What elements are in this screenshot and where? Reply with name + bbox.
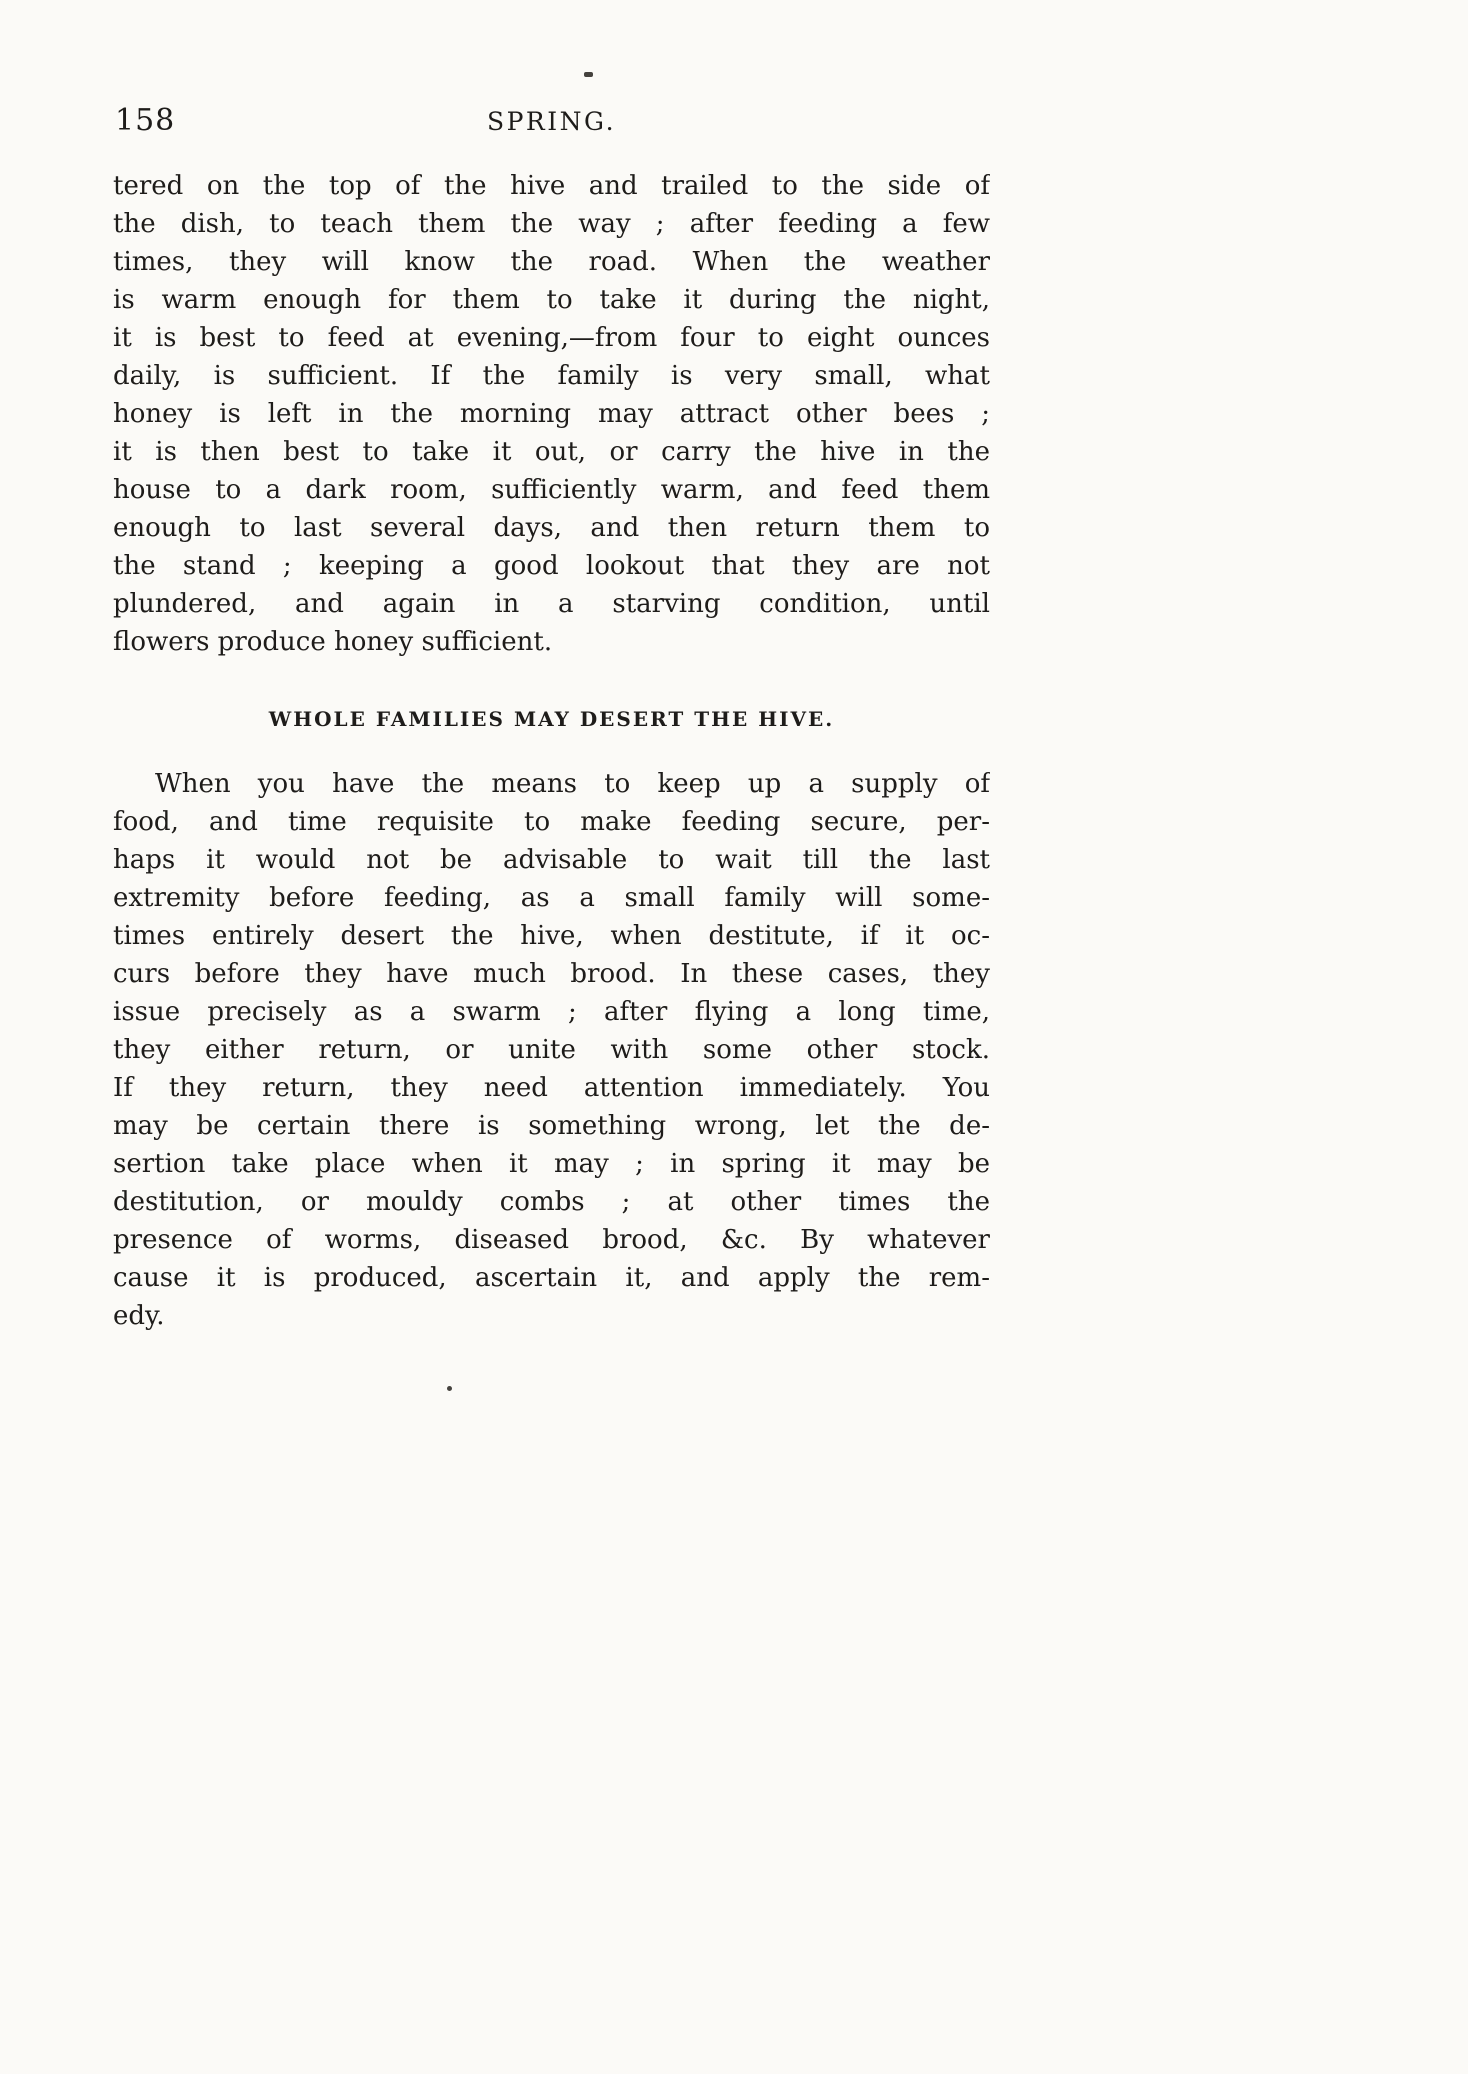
page-header (113, 103, 990, 145)
running-title: SPRING. (486, 107, 617, 136)
text-line: When you have the means to keep up a supply of (155, 769, 990, 799)
text-line: presence of worms, diseased brood, &c. By whatever (113, 1225, 990, 1255)
text-line: extremity before feeding, as a small family will some- (113, 883, 990, 913)
text-line: plundered, and again in a starving condition, until (113, 589, 990, 619)
text-column (113, 103, 990, 1335)
text-line: curs before they have much brood. In these cases, they (113, 959, 990, 989)
text-line: enough to last several days, and then return them to (113, 513, 990, 543)
text-line: it is best to feed at evening,—from four to eight ounces (113, 323, 990, 353)
text-line: daily, is sufficient. If the family is very small, what (113, 361, 990, 391)
text-line: sertion take place when it may ; in spring it may be (113, 1149, 990, 1179)
text-line: the stand ; keeping a good lookout that they are not (113, 551, 990, 581)
text-line: house to a dark room, sufficiently warm, and feed them (113, 475, 990, 505)
text-line: may be certain there is something wrong, let the de- (113, 1111, 990, 1141)
paragraph-desertion (113, 765, 990, 1335)
text-line: edy. (113, 1301, 165, 1331)
text-line: haps it would not be advisable to wait till the last (113, 845, 990, 875)
text-line: it is then best to take it out, or carry the hive in the (113, 437, 990, 467)
scan-speck (447, 1386, 452, 1391)
paragraph-feeding-continued (113, 167, 990, 661)
text-line: food, and time requisite to make feeding secure, per- (113, 807, 990, 837)
text-line: they either return, or unite with some other stock. (113, 1035, 990, 1065)
text-line: cause it is produced, ascertain it, and apply the rem- (113, 1263, 990, 1293)
text-line: flowers produce honey sufficient. (113, 627, 553, 657)
text-line: tered on the top of the hive and trailed to the side of (113, 171, 990, 201)
text-line: honey is left in the morning may attract other bees ; (113, 399, 990, 429)
text-line: issue precisely as a swarm ; after flying a long time, (113, 997, 990, 1027)
page-number: 158 (115, 103, 176, 138)
text-line: destitution, or mouldy combs ; at other times the (113, 1187, 990, 1217)
text-line: If they return, they need attention immediately. You (113, 1073, 990, 1103)
section-heading: WHOLE FAMILIES MAY DESERT THE HIVE. (268, 707, 835, 731)
text-line: times, they will know the road. When the weather (113, 247, 990, 277)
text-line: the dish, to teach them the way ; after feeding a few (113, 209, 990, 239)
text-line: times entirely desert the hive, when destitute, if it oc- (113, 921, 990, 951)
scan-speck (584, 72, 593, 77)
text-line: is warm enough for them to take it during the night, (113, 285, 990, 315)
